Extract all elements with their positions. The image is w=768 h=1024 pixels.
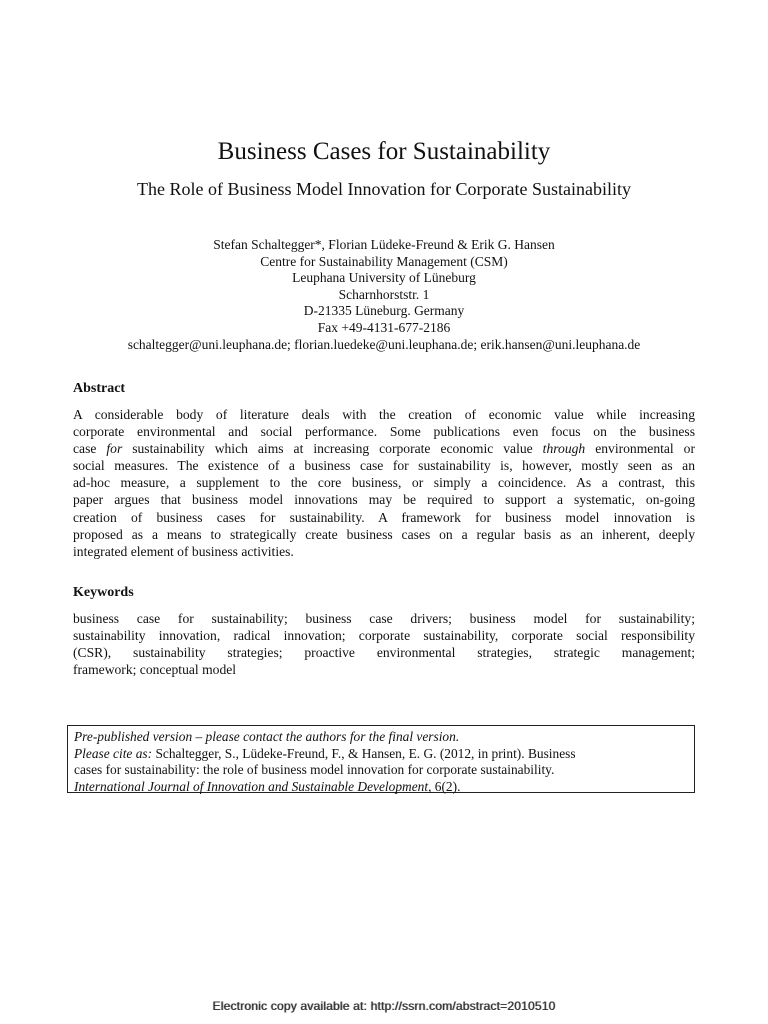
address-city: D-21335 Lüneburg. Germany xyxy=(303,303,465,319)
abstract-line: A considerable body of literature deals with the creation of economic value while increasing xyxy=(73,407,695,422)
prepublished-note: Pre-published version – please contact the authors for the final version. xyxy=(74,729,460,744)
abstract-line: paper argues that business model innovations may be required to support a systematic, on-going xyxy=(73,492,695,508)
citation-line: Please cite as: Schaltegger, S., Lüdeke-Freund, F., & Hansen, E. G. (2012, in print). Business xyxy=(74,745,576,761)
keywords-line: business case for sustainability; business case drivers; business model for sustainability; xyxy=(73,611,695,626)
citation-box xyxy=(67,725,695,793)
abstract-line: integrated element of business activities. xyxy=(73,543,294,559)
keywords-line: (CSR), sustainability strategies; proactive environmental strategies, strategic management; xyxy=(73,645,695,661)
abstract-heading: Abstract xyxy=(73,381,126,396)
author-names: Stefan Schaltegger*, Florian Lüdeke-Freund & Erik G. Hansen xyxy=(213,237,555,252)
keywords-line: sustainability innovation, radical innovation; corporate sustainability, corporate social responsibility xyxy=(73,628,695,644)
abstract-text xyxy=(73,406,695,560)
address-street: Scharnhorststr. 1 xyxy=(338,286,430,302)
abstract-line: corporate environmental and social performance. Some publications even focus on the business xyxy=(73,424,695,440)
abstract-line: social measures. The existence of a business case for sustainability is, however, mostly seen as an xyxy=(73,458,695,474)
ssrn-footer: Electronic copy available at: http://ssrn.com/abstract=2010510 xyxy=(212,999,556,1013)
affiliation-centre: Centre for Sustainability Management (CSM) xyxy=(260,253,508,269)
citation-journal-line: International Journal of Innovation and Sustainable Development, 6(2). xyxy=(74,778,461,794)
author-affiliation-block xyxy=(0,237,768,353)
abstract-line: creation of business cases for sustainability. A framework for business model innovation is xyxy=(73,509,695,525)
keywords-heading: Keywords xyxy=(73,585,134,600)
author-emails: schaltegger@uni.leuphana.de; florian.luedeke@uni.leuphana.de; erik.hansen@uni.leuphana.de xyxy=(127,336,641,352)
keywords-text xyxy=(73,610,695,678)
abstract-line: ad-hoc measure, a supplement to the core business, or simply a coincidence. As a contrast, this xyxy=(73,475,695,491)
fax-number: Fax +49-4131-677-2186 xyxy=(317,319,451,335)
affiliation-university: Leuphana University of Lüneburg xyxy=(292,270,476,286)
abstract-line: case for sustainability which aims at increasing corporate economic value through environmental or xyxy=(73,441,695,457)
keywords-line: framework; conceptual model xyxy=(73,662,237,678)
paper-title: Business Cases for Sustainability xyxy=(217,138,551,165)
paper-subtitle: The Role of Business Model Innovation for Corporate Sustainability xyxy=(137,179,631,199)
citation-line: cases for sustainability: the role of business model innovation for corporate sustainability. xyxy=(74,762,555,778)
abstract-line: proposed as a means to strategically create business cases on a regular basis as an inherent, deeply xyxy=(73,526,695,542)
